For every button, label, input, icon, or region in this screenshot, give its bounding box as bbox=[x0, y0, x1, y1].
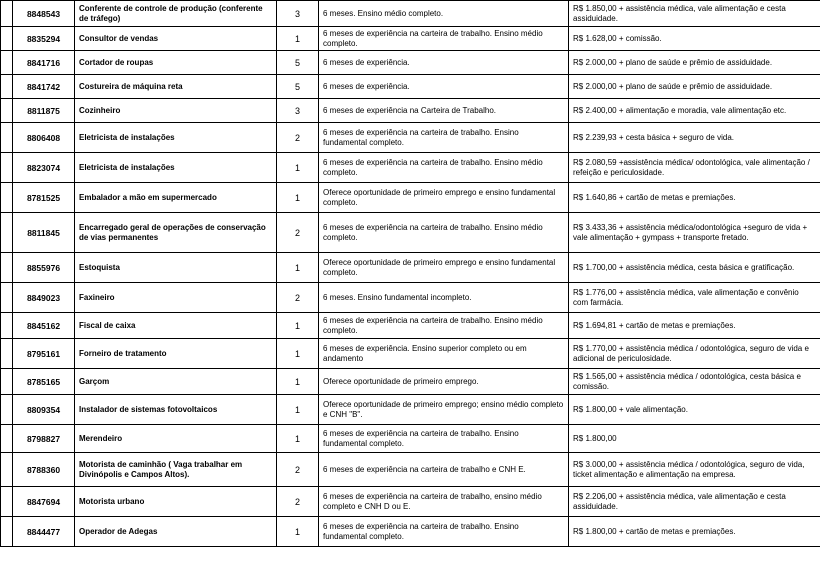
job-code-cell: 8823074 bbox=[13, 153, 75, 183]
requirements-cell: 6 meses de experiência na carteira de trabalho. Ensino médio completo. bbox=[319, 27, 569, 51]
requirements-cell: Oferece oportunidade de primeiro emprego e ensino fundamental completo. bbox=[319, 253, 569, 283]
row-margin-cell bbox=[1, 99, 13, 123]
job-code-cell: 8811845 bbox=[13, 213, 75, 253]
table-row bbox=[1, 75, 820, 99]
salary-benefits-cell: R$ 1.770,00 + assistência médica / odontológica, seguro de vida e adicional de periculosidade. bbox=[569, 339, 820, 369]
vacancies-cell: 1 bbox=[277, 339, 319, 369]
job-title-cell: Embalador a mão em supermercado bbox=[75, 183, 277, 213]
requirements-cell: 6 meses de experiência na carteira de trabalho e CNH E. bbox=[319, 453, 569, 487]
row-margin-cell bbox=[1, 425, 13, 453]
vacancies-cell: 1 bbox=[277, 183, 319, 213]
job-title-cell: Motorista de caminhão ( Vaga trabalhar em Divinópolis e Campos Altos). bbox=[75, 453, 277, 487]
job-title-cell: Consultor de vendas bbox=[75, 27, 277, 51]
requirements-cell: 6 meses de experiência. bbox=[319, 51, 569, 75]
job-code-cell: 8847694 bbox=[13, 487, 75, 517]
row-margin-cell bbox=[1, 517, 13, 547]
job-title-cell: Estoquista bbox=[75, 253, 277, 283]
requirements-cell: 6 meses de experiência. bbox=[319, 75, 569, 99]
vacancies-cell: 5 bbox=[277, 51, 319, 75]
requirements-cell: 6 meses de experiência na carteira de trabalho. Ensino médio completo. bbox=[319, 313, 569, 339]
vacancies-cell: 3 bbox=[277, 1, 319, 27]
vacancies-cell: 2 bbox=[277, 453, 319, 487]
vacancies-cell: 5 bbox=[277, 75, 319, 99]
job-code-cell: 8811875 bbox=[13, 99, 75, 123]
table-body bbox=[1, 1, 820, 547]
salary-benefits-cell: R$ 2.206,00 + assistência médica, vale alimentação e cesta assiduidade. bbox=[569, 487, 820, 517]
requirements-cell: Oferece oportunidade de primeiro emprego; ensino médio completo e CNH "B". bbox=[319, 395, 569, 425]
job-title-cell: Eletricista de instalações bbox=[75, 123, 277, 153]
row-margin-cell bbox=[1, 253, 13, 283]
job-title-cell: Conferente de controle de produção (conferente de tráfego) bbox=[75, 1, 277, 27]
vacancies-cell: 1 bbox=[277, 27, 319, 51]
salary-benefits-cell: R$ 1.800,00 bbox=[569, 425, 820, 453]
vacancies-cell: 1 bbox=[277, 517, 319, 547]
row-margin-cell bbox=[1, 51, 13, 75]
vacancies-cell: 1 bbox=[277, 369, 319, 395]
requirements-cell: 6 meses de experiência na carteira de trabalho. Ensino médio completo. bbox=[319, 213, 569, 253]
table-row bbox=[1, 487, 820, 517]
job-code-cell: 8795161 bbox=[13, 339, 75, 369]
job-code-cell: 8845162 bbox=[13, 313, 75, 339]
table-row bbox=[1, 183, 820, 213]
salary-benefits-cell: R$ 1.628,00 + comissão. bbox=[569, 27, 820, 51]
table-row bbox=[1, 517, 820, 547]
requirements-cell: Oferece oportunidade de primeiro emprego. bbox=[319, 369, 569, 395]
salary-benefits-cell: R$ 1.694,81 + cartão de metas e premiações. bbox=[569, 313, 820, 339]
table-row bbox=[1, 453, 820, 487]
row-margin-cell bbox=[1, 27, 13, 51]
row-margin-cell bbox=[1, 213, 13, 253]
row-margin-cell bbox=[1, 123, 13, 153]
job-code-cell: 8781525 bbox=[13, 183, 75, 213]
job-title-cell: Forneiro de tratamento bbox=[75, 339, 277, 369]
table-row bbox=[1, 27, 820, 51]
job-code-cell: 8841716 bbox=[13, 51, 75, 75]
job-title-cell: Fiscal de caixa bbox=[75, 313, 277, 339]
table-row bbox=[1, 123, 820, 153]
requirements-cell: Oferece oportunidade de primeiro emprego e ensino fundamental completo. bbox=[319, 183, 569, 213]
vacancies-cell: 1 bbox=[277, 253, 319, 283]
salary-benefits-cell: R$ 1.800,00 + vale alimentação. bbox=[569, 395, 820, 425]
job-code-cell: 8841742 bbox=[13, 75, 75, 99]
salary-benefits-cell: R$ 1.800,00 + cartão de metas e premiações. bbox=[569, 517, 820, 547]
table-row bbox=[1, 313, 820, 339]
job-title-cell: Encarregado geral de operações de conservação de vias permanentes bbox=[75, 213, 277, 253]
table-row bbox=[1, 339, 820, 369]
salary-benefits-cell: R$ 2.239,93 + cesta básica + seguro de vida. bbox=[569, 123, 820, 153]
job-title-cell: Cozinheiro bbox=[75, 99, 277, 123]
job-code-cell: 8785165 bbox=[13, 369, 75, 395]
row-margin-cell bbox=[1, 453, 13, 487]
salary-benefits-cell: R$ 2.080,59 +assistência médica/ odontológica, vale alimentação / refeição e periculosidade. bbox=[569, 153, 820, 183]
requirements-cell: 6 meses de experiência. Ensino superior completo ou em andamento bbox=[319, 339, 569, 369]
table-row bbox=[1, 395, 820, 425]
row-margin-cell bbox=[1, 1, 13, 27]
job-title-cell: Costureira de máquina reta bbox=[75, 75, 277, 99]
row-margin-cell bbox=[1, 369, 13, 395]
salary-benefits-cell: R$ 2.400,00 + alimentação e moradia, vale alimentação etc. bbox=[569, 99, 820, 123]
job-title-cell: Motorista urbano bbox=[75, 487, 277, 517]
job-code-cell: 8855976 bbox=[13, 253, 75, 283]
job-title-cell: Operador de Adegas bbox=[75, 517, 277, 547]
vacancies-cell: 3 bbox=[277, 99, 319, 123]
vacancies-cell: 1 bbox=[277, 153, 319, 183]
requirements-cell: 6 meses. Ensino fundamental incompleto. bbox=[319, 283, 569, 313]
salary-benefits-cell: R$ 1.640,86 + cartão de metas e premiações. bbox=[569, 183, 820, 213]
job-code-cell: 8788360 bbox=[13, 453, 75, 487]
job-title-cell: Eletricista de instalações bbox=[75, 153, 277, 183]
vacancies-cell: 1 bbox=[277, 425, 319, 453]
table-row bbox=[1, 1, 820, 27]
salary-benefits-cell: R$ 1.565,00 + assistência médica / odontológica, cesta básica e comissão. bbox=[569, 369, 820, 395]
row-margin-cell bbox=[1, 487, 13, 517]
job-title-cell: Faxineiro bbox=[75, 283, 277, 313]
row-margin-cell bbox=[1, 395, 13, 425]
table-row bbox=[1, 425, 820, 453]
job-title-cell: Garçom bbox=[75, 369, 277, 395]
vacancies-cell: 2 bbox=[277, 123, 319, 153]
table-row bbox=[1, 153, 820, 183]
salary-benefits-cell: R$ 2.000,00 + plano de saúde e prêmio de assiduidade. bbox=[569, 75, 820, 99]
table-row bbox=[1, 213, 820, 253]
table-row bbox=[1, 369, 820, 395]
table-row bbox=[1, 253, 820, 283]
row-margin-cell bbox=[1, 183, 13, 213]
salary-benefits-cell: R$ 1.776,00 + assistência médica, vale alimentação e convênio com farmácia. bbox=[569, 283, 820, 313]
job-title-cell: Merendeiro bbox=[75, 425, 277, 453]
requirements-cell: 6 meses de experiência na carteira de trabalho. Ensino médio completo. bbox=[319, 153, 569, 183]
job-code-cell: 8848543 bbox=[13, 1, 75, 27]
requirements-cell: 6 meses de experiência na carteira de trabalho, ensino médio completo e CNH D ou E. bbox=[319, 487, 569, 517]
row-margin-cell bbox=[1, 153, 13, 183]
vacancies-cell: 2 bbox=[277, 283, 319, 313]
row-margin-cell bbox=[1, 283, 13, 313]
job-title-cell: Cortador de roupas bbox=[75, 51, 277, 75]
requirements-cell: 6 meses de experiência na carteira de trabalho. Ensino fundamental completo. bbox=[319, 517, 569, 547]
requirements-cell: 6 meses de experiência na Carteira de Trabalho. bbox=[319, 99, 569, 123]
vacancies-cell: 2 bbox=[277, 213, 319, 253]
row-margin-cell bbox=[1, 75, 13, 99]
requirements-cell: 6 meses. Ensino médio completo. bbox=[319, 1, 569, 27]
row-margin-cell bbox=[1, 339, 13, 369]
job-code-cell: 8844477 bbox=[13, 517, 75, 547]
job-title-cell: Instalador de sistemas fotovoltaicos bbox=[75, 395, 277, 425]
salary-benefits-cell: R$ 1.850,00 + assistência médica, vale alimentação e cesta assiduidade. bbox=[569, 1, 820, 27]
table-row bbox=[1, 51, 820, 75]
row-margin-cell bbox=[1, 313, 13, 339]
requirements-cell: 6 meses de experiência na carteira de trabalho. Ensino fundamental completo. bbox=[319, 425, 569, 453]
salary-benefits-cell: R$ 1.700,00 + assistência médica, cesta básica e gratificação. bbox=[569, 253, 820, 283]
table-row bbox=[1, 99, 820, 123]
job-code-cell: 8809354 bbox=[13, 395, 75, 425]
vacancies-cell: 1 bbox=[277, 313, 319, 339]
job-code-cell: 8806408 bbox=[13, 123, 75, 153]
job-code-cell: 8835294 bbox=[13, 27, 75, 51]
requirements-cell: 6 meses de experiência na carteira de trabalho. Ensino fundamental completo. bbox=[319, 123, 569, 153]
table-row bbox=[1, 283, 820, 313]
job-code-cell: 8798827 bbox=[13, 425, 75, 453]
salary-benefits-cell: R$ 2.000,00 + plano de saúde e prêmio de assiduidade. bbox=[569, 51, 820, 75]
salary-benefits-cell: R$ 3.000,00 + assistência médica / odontológica, seguro de vida, ticket alimentação e alimentação na empresa. bbox=[569, 453, 820, 487]
vacancies-cell: 2 bbox=[277, 487, 319, 517]
salary-benefits-cell: R$ 3.433,36 + assistência médica/odontológica +seguro de vida + vale alimentação + gympass + transporte fretado. bbox=[569, 213, 820, 253]
vacancies-cell: 1 bbox=[277, 395, 319, 425]
job-code-cell: 8849023 bbox=[13, 283, 75, 313]
